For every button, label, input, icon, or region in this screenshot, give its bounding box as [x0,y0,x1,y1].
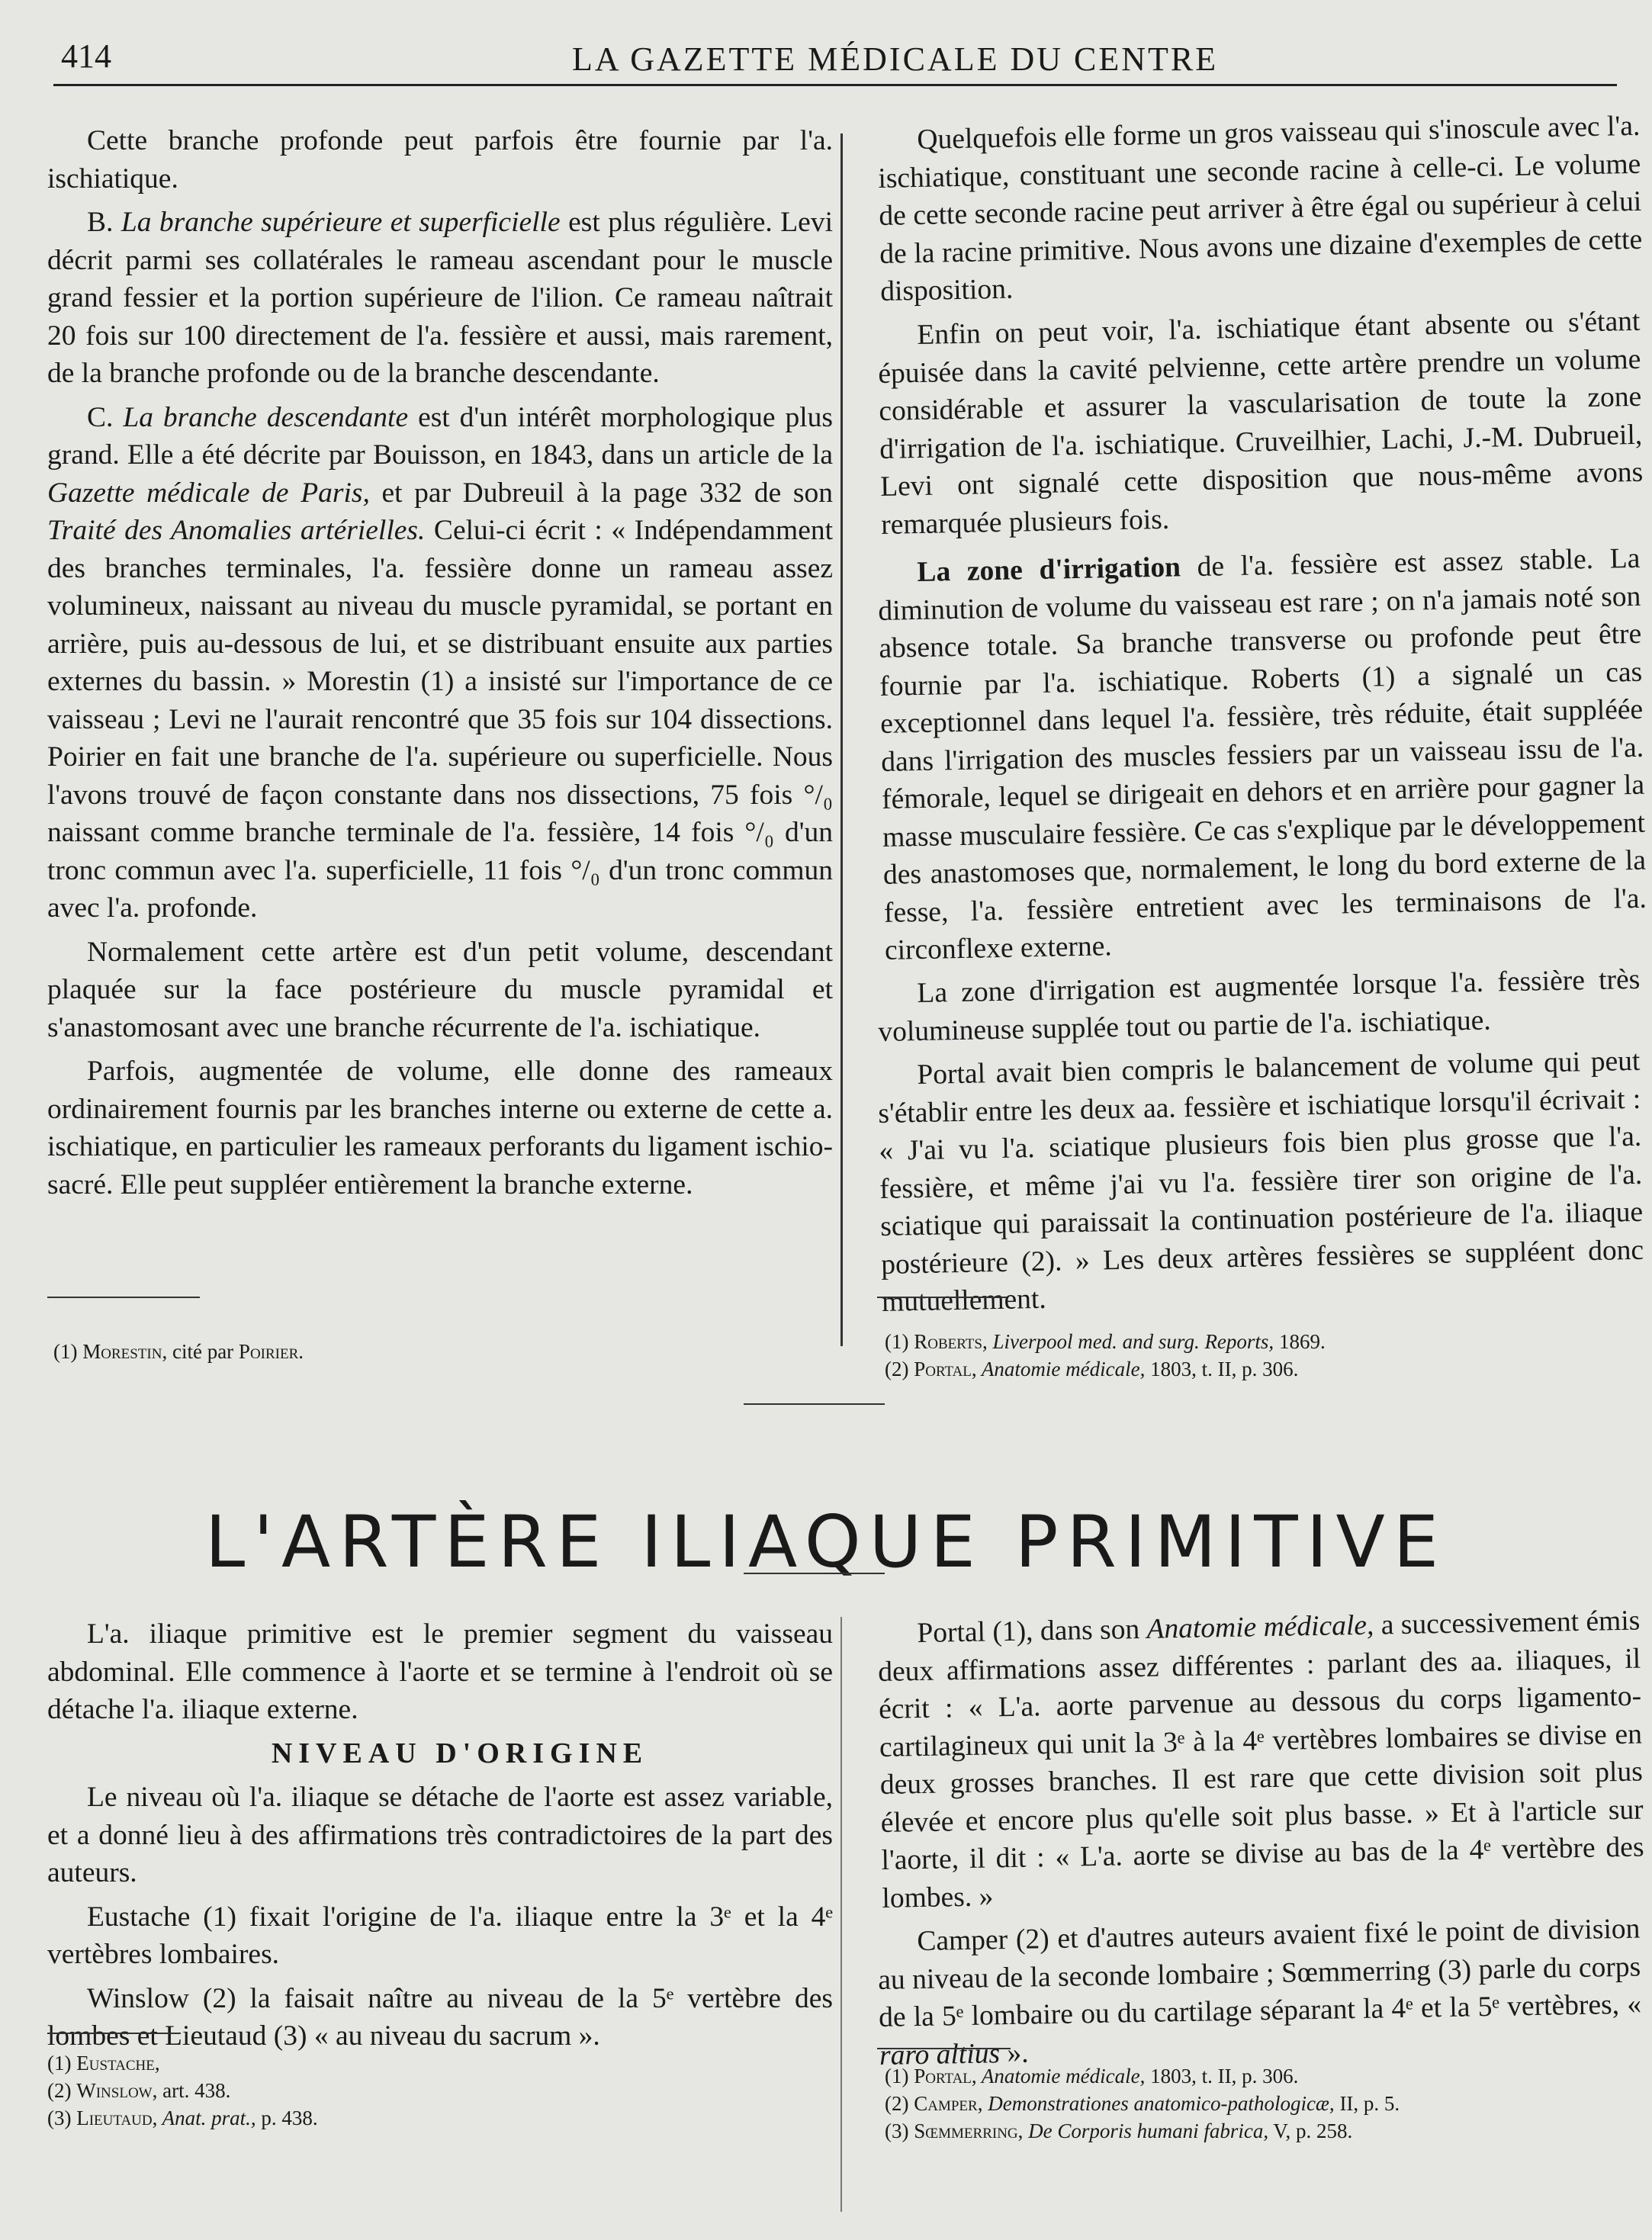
footnote-number: (1) [885,1330,909,1353]
paragraph-text: Celui-ci écrit : « Indépendamment des branches terminales, l'a. fessière donne un rameau assez volumineux, naissant au niveau du muscle pyramidal, se portant en arrière, puis au-dessous de lui, et se distribuant ensuite aux parties externes du bassin. » Morestin (1) a insisté sur l'importance de ce vaisseau ; Levi ne l'aurait rencontré que 35 fois sur 104 dissections. Poirier en fait une branche de l'a. supérieure ou superficielle. Nous l'avons trouvé de façon constante dans nos dissections, 75 fois °/₀ naissant comme branche terminale de l'a. fessière, 14 fois °/₀ d'un tronc commun avec l'a. superficielle, 11 fois °/₀ d'un tronc commun avec l'a. profonde. [47,515,834,924]
paragraph-text: Camper (2) et d'autres auteurs avaient fixé le point de division au niveau de la seconde lombaire ; Sœmmerring (3) parle du corps de la 5ᵉ lombaire ou du cartilage séparant la 4ᵉ et la 5ᵉ vertèbres, « [877,1913,1642,2033]
footnote-text: cité par [167,1340,239,1363]
bold-term: La zone d'irrigation [917,551,1181,588]
running-title: LA GAZETTE MÉDICALE DU CENTRE [572,40,1219,78]
section-rule-top [744,1403,885,1405]
footnote-author: Lieutaud, [76,2107,158,2129]
footnote-author: Portal, [914,1358,977,1380]
footnote-rule [47,1297,200,1298]
top-left-column [47,122,833,1210]
footnote [885,2091,1400,2116]
paragraph-label: B. [87,207,114,238]
paragraph: Cette branche profonde peut parfois être fournie par l'a. ischiatique. [47,125,833,194]
bottom-left-column [47,1615,833,2062]
footnote-author: Eustache, [76,2052,160,2074]
footnote-author: Morestin, [82,1340,168,1363]
italic-term: La branche descendante [123,401,409,433]
paragraph [47,399,833,927]
footnote-text: art. 438. [157,2079,231,2102]
section-title: L'ARTÈRE ILIAQUE PRIMITIVE [204,1500,1448,1584]
footnote-author: Camper, [914,2092,983,2115]
paragraph: Normalement cette artère est d'un petit volume, descendant plaquée sur la face postérieure du muscle pyramidal et s'anastomosant avec une branche récurrente de l'a. ischiatique. [47,936,833,1043]
footnote-author: Poirier. [238,1340,304,1363]
footnote-text: V, p. 258. [1268,2119,1353,2142]
subheading: NIVEAU D'ORIGINE [271,1737,649,1769]
footnote-rule [47,2033,181,2034]
paragraph-text: et par Dubreuil à la page 332 de son [369,477,834,509]
column-divider [840,1617,842,2212]
footnote-number: (2) [885,2092,909,2115]
footnote [885,1356,1298,1382]
paragraph [877,1911,1642,2074]
page-header [23,29,1617,82]
footnote-text: 1803, t. II, p. 306. [1145,1358,1299,1380]
footnote-text: 1803, t. II, p. 306. [1145,2065,1299,2087]
paragraph: La zone d'irrigation est augmentée lorsque l'a. fessière très volumineuse supplée tout ou partie de l'a. ischiatique. [878,963,1641,1048]
footnote-number: (2) [885,1358,909,1380]
column-divider [840,133,843,1346]
footnote-author: Winslow, [76,2079,158,2102]
top-right-column [877,110,1647,1328]
paragraph [47,204,833,393]
paragraph-text: est d'un intérêt morphologique plus grand. Elle a été décrite par Bouisson, en 1843, dans un article de la [47,401,834,471]
paragraph: Parfois, augmentée de volume, elle donne des rameaux ordinairement fournis par les branches interne ou externe de cette a. ischiatique, en particulier les rameaux perforants du ligament ischio-sacré. Elle peut suppléer entièrement la branche externe. [47,1056,833,1200]
paragraph-text: a successivement émis deux affirmations assez différentes : parlant des aa. iliaques, il écrit : « L'a. aorte parvenue au dessous du corps ligamento-cartilagineux qui unit la 3ᵉ à la 4ᵉ vertèbres lombaires se divise en deux grosses branches. Il est rare que cette division soit plus élevée et encore plus qu'elle soit plus basse. » Et à l'article sur l'aorte, il dit : « L'a. aorte se divise au bas de la 4ᵉ vertèbre des lombes. » [877,1605,1644,1914]
footnote [47,2050,160,2076]
footnote [885,2063,1298,2089]
paragraph-text: ». [999,2037,1029,2069]
footnote-rule [877,1297,1007,1298]
paragraph [877,539,1647,969]
footnote-number: (1) [47,2052,72,2074]
paragraph-text: de l'a. fessière est assez stable. La diminution de volume du vaisseau est rare ; on n'a jamais noté son absence totale. Sa branche transverse ou profonde peut être fournie par l'a. ischiatique. Roberts (1) a signalé un cas exceptionnel dans lequel l'a. fessière, très réduite, était suppléée dans l'irrigation des muscles fessiers par un vaisseau issu de l'a. fémorale, lequel se dirigeait en dehors et en arrière pour gagner la masse musculaire fessière. Ce cas s'explique par le développement des anastomoses que, normalement, le long du bord externe de la fesse, l'a. fessière entretient avec les terminaisons de l'a. circonflexe externe. [878,542,1647,966]
italic-phrase: raro altius [879,2037,1001,2071]
paragraph: Portal avait bien compris le balancement de volume qui peut s'établir entre les deux aa. fessière et ischiatique lorsqu'il écrivait : « J'ai vu l'a. sciatique plusieurs fois bien plus grosse que l'a. fessière, et même j'ai vu l'a. fessière tirer son origine de l'a. sciatique qui paraissait la continuation postérieure de l'a. iliaque postérieure (2). » Les deux artères fessières se suppléent donc mutuellement. [878,1045,1644,1318]
footnote-text: II, p. 5. [1334,2092,1400,2115]
footnote-title: Liverpool med. and surg. Reports, [987,1330,1274,1353]
footnote-title: De Corporis humani fabrica, [1023,2119,1269,2142]
footnote-text: 1869. [1274,1330,1326,1353]
paragraph: Le niveau où l'a. iliaque se détache de l'aorte est assez variable, et a donné lieu à des affirmations très contradictoires de la part des auteurs. [47,1782,833,1888]
footnote [885,2118,1352,2144]
paragraph-label: C. [87,401,114,433]
footnote-rule [877,2048,1011,2049]
paragraph: Quelquefois elle forme un gros vaisseau qui s'inoscule avec l'a. ischiatique, constituant une seconde racine à celle-ci. Le volume de cette seconde racine peut arriver à être égal ou supérieur à celui de la racine primitive. Nous avons une dizaine d'exemples de cette disposition. [878,110,1643,307]
footnote-title: Anat. prat., [157,2107,256,2129]
italic-term: La branche supérieure et superficielle [121,207,561,238]
footnote-author: Sœmmerring, [914,2119,1024,2142]
footnote-number: (3) [885,2119,909,2142]
footnote-number: (1) [885,2065,909,2087]
footnote [885,1329,1326,1355]
footnote [47,2105,318,2131]
italic-title: Traité des Anomalies artérielles. [47,515,426,546]
footnote [53,1339,304,1364]
footnote-text: p. 438. [256,2107,318,2129]
paragraph [877,1602,1645,1917]
footnote-author: Roberts, [914,1330,988,1353]
section-rule-bottom [744,1573,885,1574]
footnote-title: Anatomie médicale, [976,1358,1146,1380]
bottom-right-column [877,1605,1644,2081]
paragraph: L'a. iliaque primitive est le premier segment du vaisseau abdominal. Elle commence à l'aorte et se termine à l'endroit où se détache l'a. iliaque externe. [47,1618,833,1725]
footnote-number: (2) [47,2079,72,2102]
footnote-author: Portal, [914,2065,977,2087]
italic-title: Anatomie médicale, [1146,1609,1374,1645]
paragraph-text: est plus régulière. Levi décrit parmi ses collatérales le rameau ascendant pour le muscle grand fessier et la portion supérieure de l'ilion. Ce rameau naîtrait 20 fois sur 100 directement de l'a. fessière et aussi, mais rarement, de la branche profonde ou de la branche descendante. [47,207,833,389]
footnote-number: (1) [53,1340,78,1363]
footnote [47,2078,230,2103]
paragraph: Enfin on peut voir, l'a. ischiatique étant absente ou s'étant épuisée dans la cavité pelvienne, cette artère prendre un volume considérable et assurer la vascularisation de toute la zone d'irrigation de l'a. ischiatique. Cruveilhier, Lachi, J.-M. Dubrueil, Levi ont signalé cette disposition que nous-même avons remarquée plusieurs fois. [878,305,1644,540]
footnote-title: Anatomie médicale, [976,2065,1146,2087]
header-rule [53,84,1617,86]
italic-title: Gazette médicale de Paris, [47,477,370,509]
footnote-title: Demonstrationes anatomico-pathologicæ, [982,2092,1335,2115]
paragraph-text: Portal (1), dans son [917,1613,1147,1650]
paragraph: Eustache (1) fixait l'origine de l'a. iliaque entre la 3ᵉ et la 4ᵉ vertèbres lombaires. [47,1901,833,1970]
footnote-number: (3) [47,2107,72,2129]
paragraph: Winslow (2) la faisait naître au niveau de la 5ᵉ vertèbre des lombes et Lieutaud (3) « au niveau du sacrum ». [47,1982,833,2052]
page-number: 414 [61,37,111,75]
